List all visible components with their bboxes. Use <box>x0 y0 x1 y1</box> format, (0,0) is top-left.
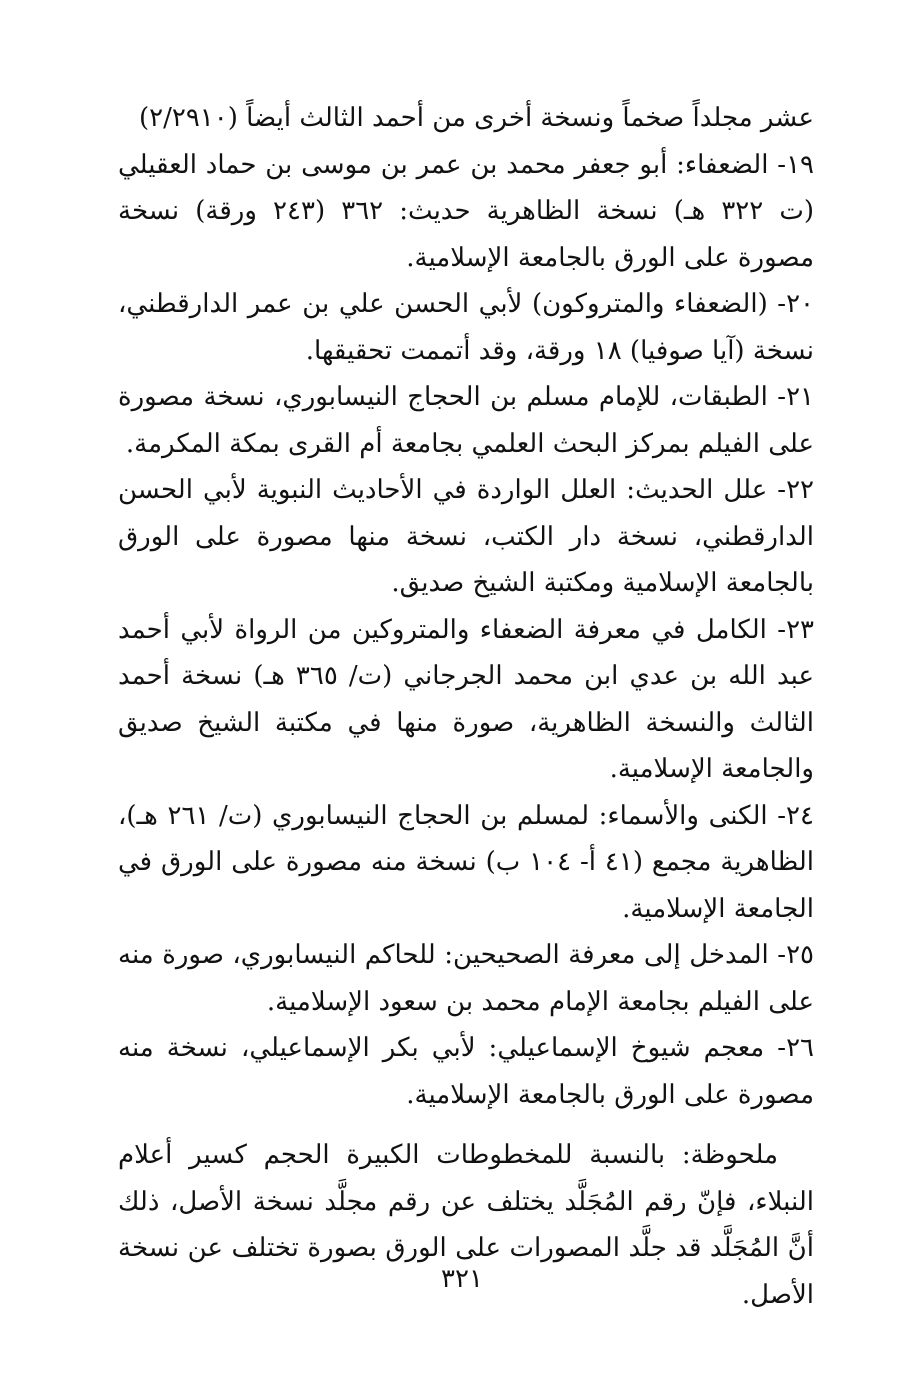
continued-paragraph: عشر مجلداً صخماً ونسخة أخرى من أحمد الثالث أيضاً (٢/٢٩١٠) <box>138 103 814 133</box>
list-item-25: ٢٥- المدخل إلى معرفة الصحيحين: للحاكم النيسابوري، صورة منه على الفيلم بجامعة الإمام محمد بن سعود الإسلامية. <box>118 940 814 1017</box>
list-item-21: ٢١- الطبقات، للإمام مسلم بن الحجاج النيسابوري، نسخة مصورة على الفيلم بمركز البحث العلمي بجامعة أم القرى بمكة المكرمة. <box>118 382 814 459</box>
list-item-19: ١٩- الضعفاء: أبو جعفر محمد بن عمر بن موسى بن حماد العقيلي (ت ٣٢٢ هـ) نسخة الظاهرية حديث: ٣٦٢ (٢٤٣ ورقة) نسخة مصورة على الورق بالجامعة الإسلامية. <box>118 149 814 273</box>
list-item-20: ٢٠- (الضعفاء والمتروكون) لأبي الحسن علي بن عمر الدارقطني، نسخة (آيا صوفيا) ١٨ ورقة، وقد أتممت تحقيقها. <box>118 289 814 366</box>
list-item-23: ٢٣- الكامل في معرفة الضعفاء والمتروكين من الرواة لأبي أحمد عبد الله بن عدي ابن محمد الجرجاني (ت/ ٣٦٥ هـ) نسخة أحمد الثالث والنسخة الظاهرية، صورة منها في مكتبة الشيخ صديق والجامعة الإسلامية. <box>118 614 814 784</box>
page-body <box>118 95 814 1318</box>
page-number: ٣٢١ <box>441 1264 483 1294</box>
list-item-22: ٢٢- علل الحديث: العلل الواردة في الأحاديث النبوية لأبي الحسن الدارقطني، نسخة دار الكتب، نسخة منها مصورة على الورق بالجامعة الإسلامية ومكتبة الشيخ صديق. <box>118 475 814 598</box>
list-item-24: ٢٤- الكنى والأسماء: لمسلم بن الحجاج النيسابوري (ت/ ٢٦١ هـ)، الظاهرية مجمع (٤١ أ- ١٠٤ ب) نسخة منه مصورة على الورق في الجامعة الإسلامية. <box>118 800 814 924</box>
note-paragraph: ملحوظة: بالنسبة للمخطوطات الكبيرة الحجم كسير أعلام النبلاء، فإنّ رقم المُجَلَّد يختلف عن رقم مجلَّد نسخة الأصل، ذلك أنَّ المُجَلَّد قد جلَّد المصورات على الورق بصورة تختلف عن نسخة الأصل. <box>118 1140 814 1310</box>
list-item-26: ٢٦- معجم شيوخ الإسماعيلي: لأبي بكر الإسماعيلي، نسخة منه مصورة على الورق بالجامعة الإسلامية. <box>118 1033 814 1110</box>
